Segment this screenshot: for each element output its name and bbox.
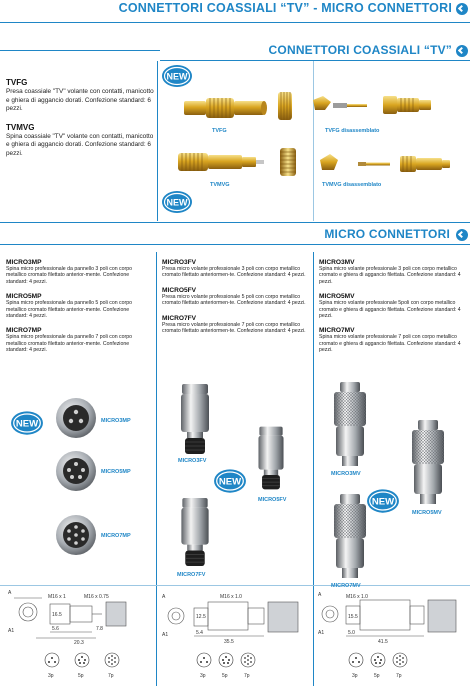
header-rule [0,22,470,23]
pin-label: 3p [352,673,358,679]
dim-label: A [318,592,322,598]
dim-label: A1 [162,632,169,638]
micro-drawing-rule [0,585,470,586]
dim-label: M16 x 0.75 [84,594,109,600]
product-micro3fv [162,259,308,279]
micro7fv-image [176,496,214,568]
tv-product-tvmvg [6,123,154,159]
product-description: Presa coassiale "TV" volante con contatti, manicotto e ghiera di aggancio dorati. Confezione standard: 6 pezzi. [6,88,154,113]
dim-label: A1 [8,628,15,634]
tv-tab-marker [456,45,468,57]
product-code: MICRO7MP [6,327,42,335]
product-micro7mv [319,327,465,353]
dim-label: 16.5 [52,612,62,618]
tvmvg-ring-image [278,146,298,178]
dim-label: 5.0 [348,630,355,636]
tv-product-list [6,78,154,159]
product-micro5mv [319,293,465,319]
product-description: Spina micro professionale da pannello 3 poli con corpo metallico cromato filettato anterior-mente. Confezione standard: 4 pezzi. [6,266,133,285]
micro5mv-image [408,418,448,506]
micro7mv-photo-label: MICRO7MV [331,583,361,589]
micro5fv-image [254,422,288,494]
micro3mv-image [330,380,370,468]
new-badge-text: NEW [218,476,242,488]
product-code: MICRO7MV [319,327,355,335]
tv-photo-divider-mid [313,61,314,221]
dim-label: A [162,594,166,600]
dim-label: 5.6 [52,626,59,632]
dim-label: 20.3 [74,640,84,646]
product-description: Presa micro volante professionale 3 poli con corpo metallico cromato filettato anteriormen-te. Confezione standard: 4 pezzi. [162,266,306,279]
micro3mv-photo-label: MICRO3MV [331,471,361,477]
micro-col3-products [319,259,465,354]
tvfg-connector-image [180,92,270,124]
micro7mp-photo-label: MICRO7MP [101,533,131,539]
product-description: Spina micro professionale da pannello 5 poli con corpo metallico cromato filettato anterior-mente. Confezione standard: 4 pezzi. [6,300,133,320]
pin-label: 3p [200,673,206,679]
micro-col2-products [162,259,308,334]
product-code: TVFG [6,78,28,87]
micro-col-divider-1 [156,252,157,686]
pin-label: 3p [48,673,54,679]
micro-tab-marker [456,229,468,241]
tv-photo-divider-left [157,61,158,221]
product-micro5mp [6,293,151,319]
product-code: MICRO7FV [162,314,197,322]
tvmvg-connector-image [176,145,276,179]
micro-fv-technical-drawing [160,588,310,684]
dim-label: 7.8 [96,626,103,632]
micro5fv-photo-label: MICRO5FV [258,497,287,503]
micro3fv-photo-label: MICRO3FV [178,458,207,464]
product-code: MICRO3FV [162,259,197,266]
product-description: Spina micro volante professionale 5poli con corpo metallico cromato e ghiera di aggancio filettata. Confezione standard: 4 pezzi. [319,300,461,320]
pin-label: 7p [396,673,402,679]
product-micro3mv [319,259,465,285]
page-title: CONNETTORI COASSIALI “TV” - MICRO CONNETTORI [118,1,452,15]
tvfg-disassembled-image [275,88,455,124]
dim-label: 15.5 [348,614,358,620]
tvmvg-photo-label: TVMVG [210,182,230,188]
new-badge-text: NEW [166,197,188,208]
micro-mv-technical-drawing [316,588,466,684]
tvfg-photo-label: TVFG [212,128,227,134]
micro7mp-front-image [54,513,98,557]
header-tab-marker [456,3,468,15]
dim-label: 5.4 [196,630,203,636]
product-micro5fv [162,287,308,307]
tvmvg-disassembled-image [312,148,457,180]
pin-label: 5p [374,673,380,679]
new-badge [161,190,193,214]
product-description: Spina coassiale "TV" volante con contatti, manicotto e ghiera di aggancio dorati. Confezione standard: 6 pezzi. [6,132,154,157]
new-badge-text: NEW [15,418,39,430]
product-code: MICRO5FV [162,286,197,294]
micro-mp-technical-drawing [6,588,152,684]
product-code: MICRO5MV [319,293,355,301]
micro7mv-image [330,492,370,580]
product-code: MICRO3MP [6,259,42,266]
product-micro3mp [6,259,151,285]
tv-header-underline [160,60,470,61]
micro3mp-photo-label: MICRO3MP [101,418,131,424]
new-badge [161,64,193,88]
micro5mv-photo-label: MICRO5MV [412,510,442,516]
dim-label: M16 x 1 [48,594,66,600]
tv-section-title: CONNETTORI COASSIALI “TV” [268,43,452,57]
dim-label: M16 x 1.0 [346,594,368,600]
product-description: Presa micro volante professionale 7 poli con corpo metallico cromato filettato anteriormen-te. Confezione standard: 4 pezzi. [162,321,306,335]
pin-label: 5p [222,673,228,679]
pin-label: 5p [78,673,84,679]
pin-label: 7p [244,673,250,679]
product-code: MICRO5MP [6,293,42,301]
dim-label: M16 x 1.0 [220,594,242,600]
tvfg-disassembled-label: TVFG disassemblato [325,128,380,134]
micro3fv-image [176,382,214,456]
dim-label: 41.5 [378,639,388,645]
product-description: Presa micro volante professionale 5 poli con corpo metallico cromato filettato anteriormen-te. Confezione standard: 4 pezzi. [162,293,306,307]
micro3mp-front-image [54,396,98,440]
dim-label: A [8,590,12,596]
micro7fv-photo-label: MICRO7FV [177,572,206,578]
micro-col1-products [6,259,151,354]
micro-header-underline [0,244,470,245]
new-badge-text: NEW [166,71,188,82]
tv-header-rule-left [0,50,160,51]
dim-label: A1 [318,630,325,636]
product-code: TVMVG [6,122,35,132]
new-badge [213,468,247,494]
product-code: MICRO3MV [319,259,355,266]
product-description: Spina micro volante professionale 3 poli con corpo metallico cromato e ghiera di aggancio filettata. Confezione standard: 4 pezzi. [319,266,461,285]
dim-label: 12.5 [196,614,206,620]
product-description: Spina micro professionale da pannello 7 poli con corpo metallico cromato filettato anterior-mente. Confezione standard: 4 pezzi. [6,334,133,354]
product-micro7mp [6,327,151,353]
micro5mp-photo-label: MICRO5MP [101,469,131,475]
pin-label: 7p [108,673,114,679]
new-badge [366,488,400,514]
tv-section-bottom-rule [0,222,470,223]
new-badge [10,410,44,436]
new-badge-text: NEW [371,496,395,508]
tvmvg-disassembled-label: TVMVG disassemblato [322,182,382,188]
micro-col-divider-2 [313,252,314,686]
dim-label: 35.5 [224,639,234,645]
product-micro7fv [162,315,308,335]
product-description: Spina micro volante professionale 7 poli con corpo metallico cromato e ghiera di aggancio filettata. Confezione standard: 4 pezzi. [319,334,461,354]
micro-section-title: MICRO CONNETTORI [324,227,450,241]
tv-product-tvfg [6,78,154,114]
micro5mp-front-image [54,449,98,493]
